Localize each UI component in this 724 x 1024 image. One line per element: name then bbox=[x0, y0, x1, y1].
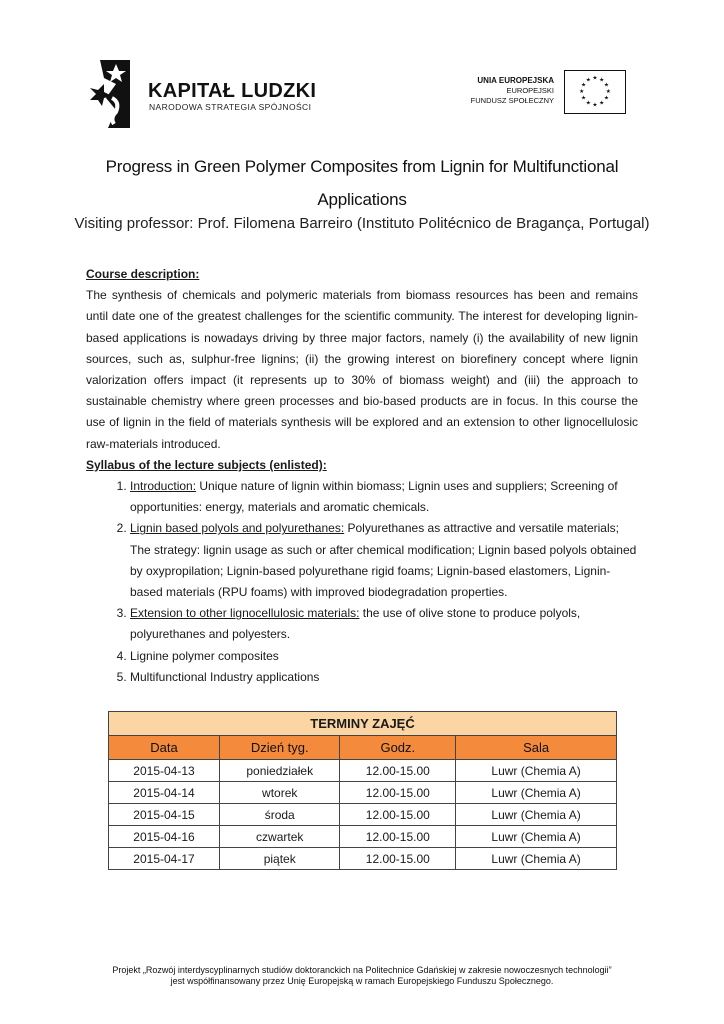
table-cell: 2015-04-15 bbox=[109, 804, 220, 826]
footer-line-2: jest współfinansowany przez Unię Europejską w ramach Europejskiego Funduszu Społecznego. bbox=[170, 976, 554, 986]
table-cell: 2015-04-14 bbox=[109, 782, 220, 804]
eu-line-2: EUROPEJSKI bbox=[506, 86, 554, 95]
svg-text:★: ★ bbox=[603, 95, 610, 102]
course-description-heading: Course description: bbox=[86, 267, 200, 281]
syllabus-item bbox=[130, 518, 638, 603]
kapital-ludzki-emblem-icon bbox=[86, 58, 132, 130]
table-cell: Luwr (Chemia A) bbox=[456, 782, 617, 804]
footer-line-1: Projekt „Rozwój interdyscyplinarnych studiów doktoranckich na Politechnice Gdańskiej w zakresie nowoczesnych technologii” bbox=[112, 965, 612, 975]
syllabus-item bbox=[130, 603, 638, 645]
logo-title: KAPITAŁ LUDZKI bbox=[148, 80, 317, 102]
table-cell: środa bbox=[219, 804, 339, 826]
table-cell: 2015-04-13 bbox=[109, 760, 220, 782]
table-cell: 12.00-15.00 bbox=[340, 848, 456, 870]
visiting-professor: Visiting professor: Prof. Filomena Barreiro (Instituto Politécnico de Bragança, Portugal) bbox=[74, 215, 650, 232]
svg-text:★: ★ bbox=[580, 82, 587, 89]
syllabus-item bbox=[130, 667, 638, 688]
svg-text:★: ★ bbox=[585, 100, 591, 107]
syllabus-item-lead: Extension to other lignocellulosic materials: bbox=[130, 606, 360, 621]
eu-line-1: UNIA EUROPEJSKA bbox=[477, 76, 554, 85]
table-cell: czwartek bbox=[219, 826, 339, 848]
schedule-table bbox=[108, 711, 617, 870]
column-header: Sala bbox=[456, 736, 617, 760]
syllabus-item-text: Unique nature of lignin within biomass; Lignin uses and suppliers; Screening of opportunities: energy, materials and aromatic chemicals. bbox=[130, 479, 618, 515]
column-header: Data bbox=[109, 736, 220, 760]
table-cell: poniedziałek bbox=[219, 760, 339, 782]
table-cell: 12.00-15.00 bbox=[340, 782, 456, 804]
syllabus-list bbox=[86, 476, 638, 688]
eu-logo bbox=[462, 70, 626, 116]
svg-text:★: ★ bbox=[592, 75, 598, 82]
svg-text:★: ★ bbox=[580, 95, 587, 102]
syllabus-item-text: the use of olive stone to produce polyols, polyurethanes and polyesters. bbox=[130, 606, 581, 642]
svg-text:★: ★ bbox=[585, 77, 591, 84]
syllabus-item bbox=[130, 646, 638, 667]
course-description-text: The synthesis of chemicals and polymeric materials from biomass resources has been and remains until date one of the greatest challenges for the scientific community. The interest for developing lignin-based applications is nowadays driving by three major factors, namely (i) the availability of new lignin sources, such as, sulphur-free lignins; (ii) the growing interest on biorefinery concept where lignin valorization offers impact (it represents up to 30% of biomass weight) and (iii) the approach to sustainable chemistry where green processes and bio-based products are in focus. In this course the use of lignin in the field of materials synthesis will be explored and an extension to other lignocellulosic raw-materials introduced. bbox=[86, 288, 638, 451]
table-row bbox=[109, 848, 617, 870]
eu-text bbox=[471, 76, 554, 106]
page-title: Progress in Green Polymer Composites from Lignin for Multifunctional Applications bbox=[105, 157, 619, 209]
table-cell: piątek bbox=[219, 848, 339, 870]
logo-subtitle: NARODOWA STRATEGIA SPÓJNOŚCI bbox=[149, 102, 312, 112]
svg-text:★: ★ bbox=[579, 88, 585, 95]
table-row bbox=[109, 760, 617, 782]
eu-flag-icon bbox=[564, 70, 626, 114]
syllabus-item-text: Lignine polymer composites bbox=[130, 648, 279, 663]
table-cell: 12.00-15.00 bbox=[340, 826, 456, 848]
table-cell: Luwr (Chemia A) bbox=[456, 760, 617, 782]
svg-text:★: ★ bbox=[599, 77, 605, 84]
syllabus-heading: Syllabus of the lecture subjects (enlisted): bbox=[86, 457, 327, 472]
column-header: Dzień tyg. bbox=[219, 736, 339, 760]
svg-text:★: ★ bbox=[603, 82, 610, 89]
table-row bbox=[109, 826, 617, 848]
table-cell: 2015-04-17 bbox=[109, 848, 220, 870]
syllabus-item-text: Polyurethanes as attractive and versatile materials; The strategy: lignin usage as such or after chemical modification; Lignin based polyols obtained by oxypropilation; Lignin-based polyurethane rigid foams; Lignin-based elastomers, Lignin-based materials (RPU foams) with improved biodegradation properties. bbox=[130, 521, 637, 600]
table-cell: 12.00-15.00 bbox=[340, 760, 456, 782]
kapital-ludzki-logo bbox=[86, 58, 317, 130]
syllabus-item bbox=[130, 476, 638, 518]
syllabus-item-lead: Lignin based polyols and polyurethanes: bbox=[130, 521, 345, 536]
table-cell: Luwr (Chemia A) bbox=[456, 848, 617, 870]
table-cell: wtorek bbox=[219, 782, 339, 804]
schedule-header-row bbox=[109, 736, 617, 760]
svg-text:★: ★ bbox=[592, 102, 598, 109]
syllabus-item-text: Multifunctional Industry applications bbox=[130, 669, 320, 684]
course-content bbox=[86, 264, 638, 688]
footer bbox=[60, 965, 664, 987]
table-cell: Luwr (Chemia A) bbox=[456, 826, 617, 848]
column-header: Godz. bbox=[340, 736, 456, 760]
table-cell: 12.00-15.00 bbox=[340, 804, 456, 826]
table-cell: Luwr (Chemia A) bbox=[456, 804, 617, 826]
table-cell: 2015-04-16 bbox=[109, 826, 220, 848]
table-row bbox=[109, 804, 617, 826]
table-row bbox=[109, 782, 617, 804]
eu-line-3: FUNDUSZ SPOŁECZNY bbox=[470, 96, 554, 105]
svg-text:★: ★ bbox=[605, 88, 611, 95]
syllabus-item-lead: Introduction: bbox=[130, 479, 197, 494]
svg-text:★: ★ bbox=[599, 100, 605, 107]
schedule-caption: TERMINY ZAJĘĆ bbox=[109, 712, 617, 736]
